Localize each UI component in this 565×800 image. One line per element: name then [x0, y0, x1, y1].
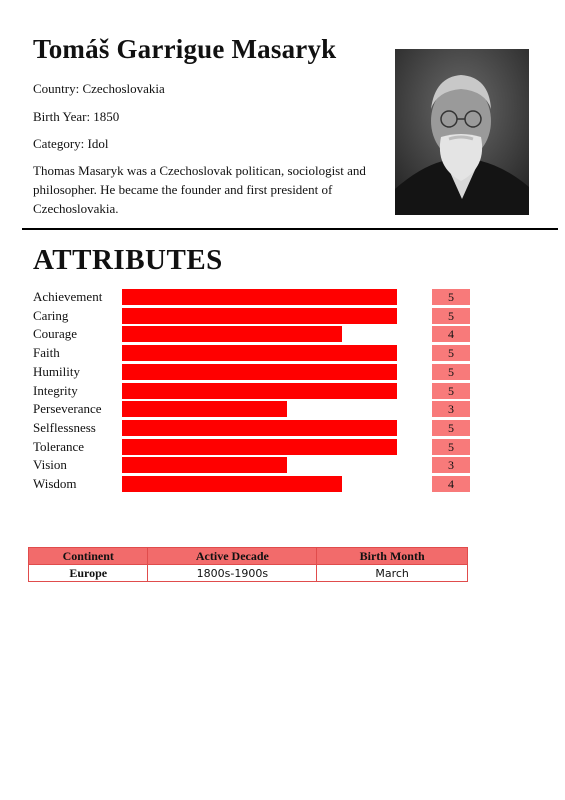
- attribute-score-caring: 5: [432, 308, 470, 324]
- attribute-label-faith: Faith: [33, 345, 60, 361]
- attribute-bar-tolerance: [122, 439, 397, 455]
- attribute-label-vision: Vision: [33, 457, 67, 473]
- cell-birth-month: March: [317, 565, 468, 582]
- country-line: Country: Czechoslovakia: [33, 81, 165, 96]
- attribute-label-tolerance: Tolerance: [33, 438, 85, 454]
- birth-year-line: Birth Year: 1850: [33, 109, 120, 124]
- section-divider: [22, 228, 558, 230]
- attribute-row-selflessness: [0, 419, 565, 438]
- attribute-bar-caring: [122, 308, 397, 324]
- attribute-label-humility: Humility: [33, 363, 80, 379]
- attribute-bar-achievement: [122, 289, 397, 305]
- attribute-bar-wisdom: [122, 476, 342, 492]
- info-table: [28, 547, 468, 582]
- attribute-label-caring: Caring: [33, 307, 69, 323]
- info-table-header-row: [29, 548, 468, 565]
- attribute-bar-humility: [122, 364, 397, 380]
- attribute-bar-integrity: [122, 383, 397, 399]
- header-continent: Continent: [29, 548, 148, 565]
- attribute-row-faith: [0, 344, 565, 363]
- header-birth-month: Birth Month: [317, 548, 468, 565]
- attribute-row-achievement: [0, 288, 565, 307]
- attribute-label-perseverance: Perseverance: [33, 401, 102, 417]
- attribute-score-perseverance: 3: [432, 401, 470, 417]
- attribute-score-selflessness: 5: [432, 420, 470, 436]
- attribute-score-integrity: 5: [432, 383, 470, 399]
- person-name: Tomáš Garrigue Masaryk: [33, 34, 337, 64]
- category-line: Category: Idol: [33, 136, 109, 151]
- table-row: [29, 565, 468, 582]
- biography-text: Thomas Masaryk was a Czechoslovak politican, sociologist and philosopher. He became the founder and first president of Czechoslovakia.: [33, 163, 366, 216]
- attribute-label-integrity: Integrity: [33, 382, 78, 398]
- attribute-score-vision: 3: [432, 457, 470, 473]
- attribute-bar-perseverance: [122, 401, 287, 417]
- attribute-label-selflessness: Selflessness: [33, 419, 96, 435]
- attribute-row-humility: [0, 363, 565, 382]
- cell-active-decade: 1800s-1900s: [148, 565, 317, 582]
- attribute-row-vision: [0, 456, 565, 475]
- attribute-label-achievement: Achievement: [33, 289, 103, 304]
- attribute-score-humility: 5: [432, 364, 470, 380]
- attribute-bar-selflessness: [122, 420, 397, 436]
- attribute-row-perseverance: [0, 400, 565, 419]
- cell-continent: Europe: [29, 565, 148, 582]
- attribute-score-faith: 5: [432, 345, 470, 361]
- attribute-bar-courage: [122, 326, 342, 342]
- attribute-bar-vision: [122, 457, 287, 473]
- attribute-score-wisdom: 4: [432, 476, 470, 492]
- attribute-score-courage: 4: [432, 326, 470, 342]
- attributes-heading: ATTRIBUTES: [33, 244, 223, 276]
- attribute-label-courage: Courage: [33, 326, 78, 342]
- attribute-row-courage: [0, 325, 565, 344]
- attribute-score-tolerance: 5: [432, 439, 470, 455]
- header-active-decade: Active Decade: [148, 548, 317, 565]
- attribute-row-tolerance: [0, 438, 565, 457]
- attribute-label-wisdom: Wisdom: [33, 476, 77, 491]
- portrait-photo: [395, 49, 529, 215]
- attribute-bar-faith: [122, 345, 397, 361]
- attribute-row-caring: [0, 307, 565, 326]
- attribute-row-integrity: [0, 382, 565, 401]
- attribute-score-achievement: 5: [432, 289, 470, 305]
- attribute-row-wisdom: [0, 475, 565, 494]
